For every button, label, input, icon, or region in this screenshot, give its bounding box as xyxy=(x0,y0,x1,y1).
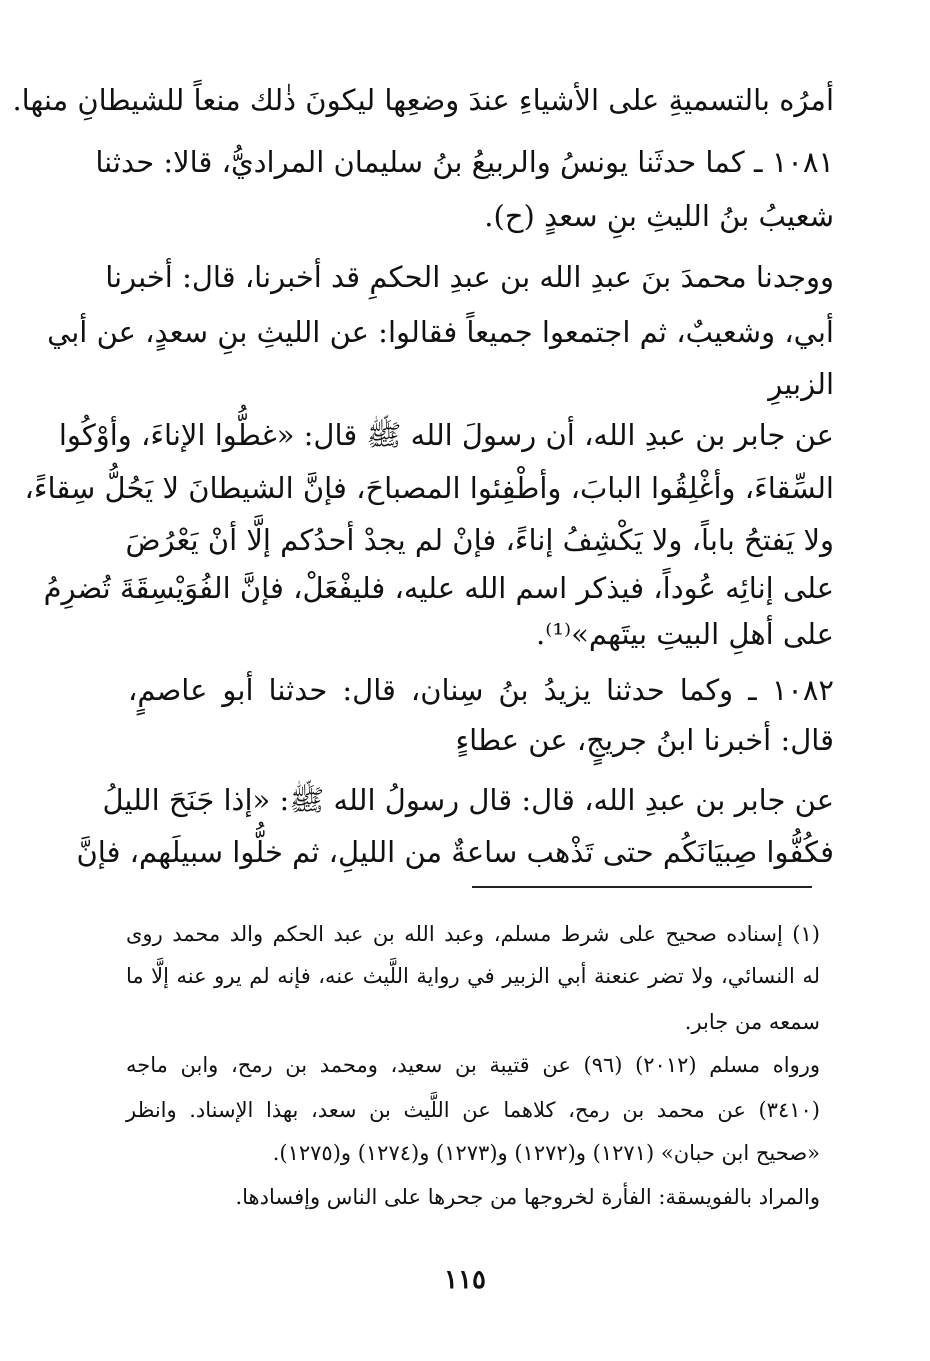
hadith-matn-line-4: على إنائِه عُوداً، فيذكر اسم الله عليه، فليفْعَلْ، فإنَّ الفُوَيْسِقَةَ تُضرِمُ xyxy=(43,571,834,605)
hadith-1082-matn-line-1: عن جابر بن عبدِ الله، قال: قال رسولُ الله ﷺ: «إذا جَنَحَ الليلُ xyxy=(102,783,834,817)
isnad-line-3: الزبيرِ xyxy=(768,367,834,401)
hadith-matn-line-3: ولا يَفتحُ باباً، ولا يَكْشِفُ إناءً، فإنْ لم يجدْ أحدُكم إلَّا أنْ يَعْرُضَ xyxy=(125,523,834,557)
footnote-line-5: (٣٤١٠) عن محمد بن رمح، كلاهما عن اللَّيث بن سعد، بهذا الإسناد. وانظر xyxy=(126,1098,820,1122)
hadith-1081-intro-line-1: ١٠٨١ ـ كما حدثَنا يونسُ والربيعُ بنُ سليمان المراديُّ، قالا: حدثنا xyxy=(95,145,834,179)
footnote-line-4: ورواه مسلم (٢٠١٢) (٩٦) عن قتيبة بن سعيد، ومحمد بن رمح، وابن ماجه xyxy=(126,1053,821,1077)
footnote-line-1: (١) إسناده صحيح على شرط مسلم، وعبد الله بن عبد الحكم والد محمد روى xyxy=(126,922,820,946)
footnote-line-6: «صحيح ابن حبان» (١٢٧١) و(١٢٧٢) و(١٢٧٣) و(١٢٧٤) و(١٢٧٥). xyxy=(272,1141,820,1165)
footnote-line-2: له النسائي، ولا تضر عنعنة أبي الزبير في رواية اللَّيث عنه، فإنه لم يرو عنه إلَّا ما xyxy=(126,964,820,988)
body-line-1: أمرُه بالتسميةِ على الأشياءِ عندَ وضعِها ليكونَ ذٰلك منعاً للشيطانِ منها. xyxy=(12,83,834,117)
hadith-matn-line-1: عن جابر بن عبدِ الله، أن رسولَ الله ﷺ قال: «غطُّوا الإناءَ، وأوْكُوا xyxy=(58,418,834,452)
isnad-line-1: ووجدنا محمدَ بنَ عبدِ الله بن عبدِ الحكمِ قد أخبرنا، قال: أخبرنا xyxy=(105,260,834,294)
footnote-line-7: والمراد بالفويسقة: الفأرة لخروجها من جحرها على الناس وإفسادها. xyxy=(235,1185,820,1209)
hadith-1082-intro-line-2: قال: أخبرنا ابنُ جريجٍ، عن عطاءٍ xyxy=(455,723,834,757)
hadith-1081-intro-line-2: شعيبُ بنُ الليثِ بنِ سعدٍ (ح). xyxy=(484,199,834,233)
hadith-matn-line-2: السِّقاءَ، وأغْلِقُوا البابَ، وأطْفِئوا المصباحَ، فإنَّ الشيطانَ لا يَحُلُّ سِقاءً، xyxy=(24,471,834,505)
footnote-line-3: سمعه من جابر. xyxy=(684,1010,820,1034)
isnad-line-2: أبي، وشعيبٌ، ثم اجتمعوا جميعاً فقالوا: عن الليثِ بنِ سعدٍ، عن أبي xyxy=(47,315,834,349)
footnote-separator xyxy=(472,886,812,888)
hadith-matn-line-5: على أهلِ البيتِ بيتَهم»⁽¹⁾. xyxy=(535,617,834,651)
hadith-1082-matn-line-2: فكُفُّوا صِبيَانَكُم حتى تَذْهب ساعةٌ من الليلِ، ثم خلُّوا سبيلَهم، فإنَّ xyxy=(76,835,834,869)
page-number: ١١٥ xyxy=(444,1265,486,1295)
hadith-1082-intro-line-1: ١٠٨٢ ـ وكما حدثنا يزيدُ بنُ سِنان، قال: حدثنا أبو عاصمٍ، xyxy=(128,673,834,707)
